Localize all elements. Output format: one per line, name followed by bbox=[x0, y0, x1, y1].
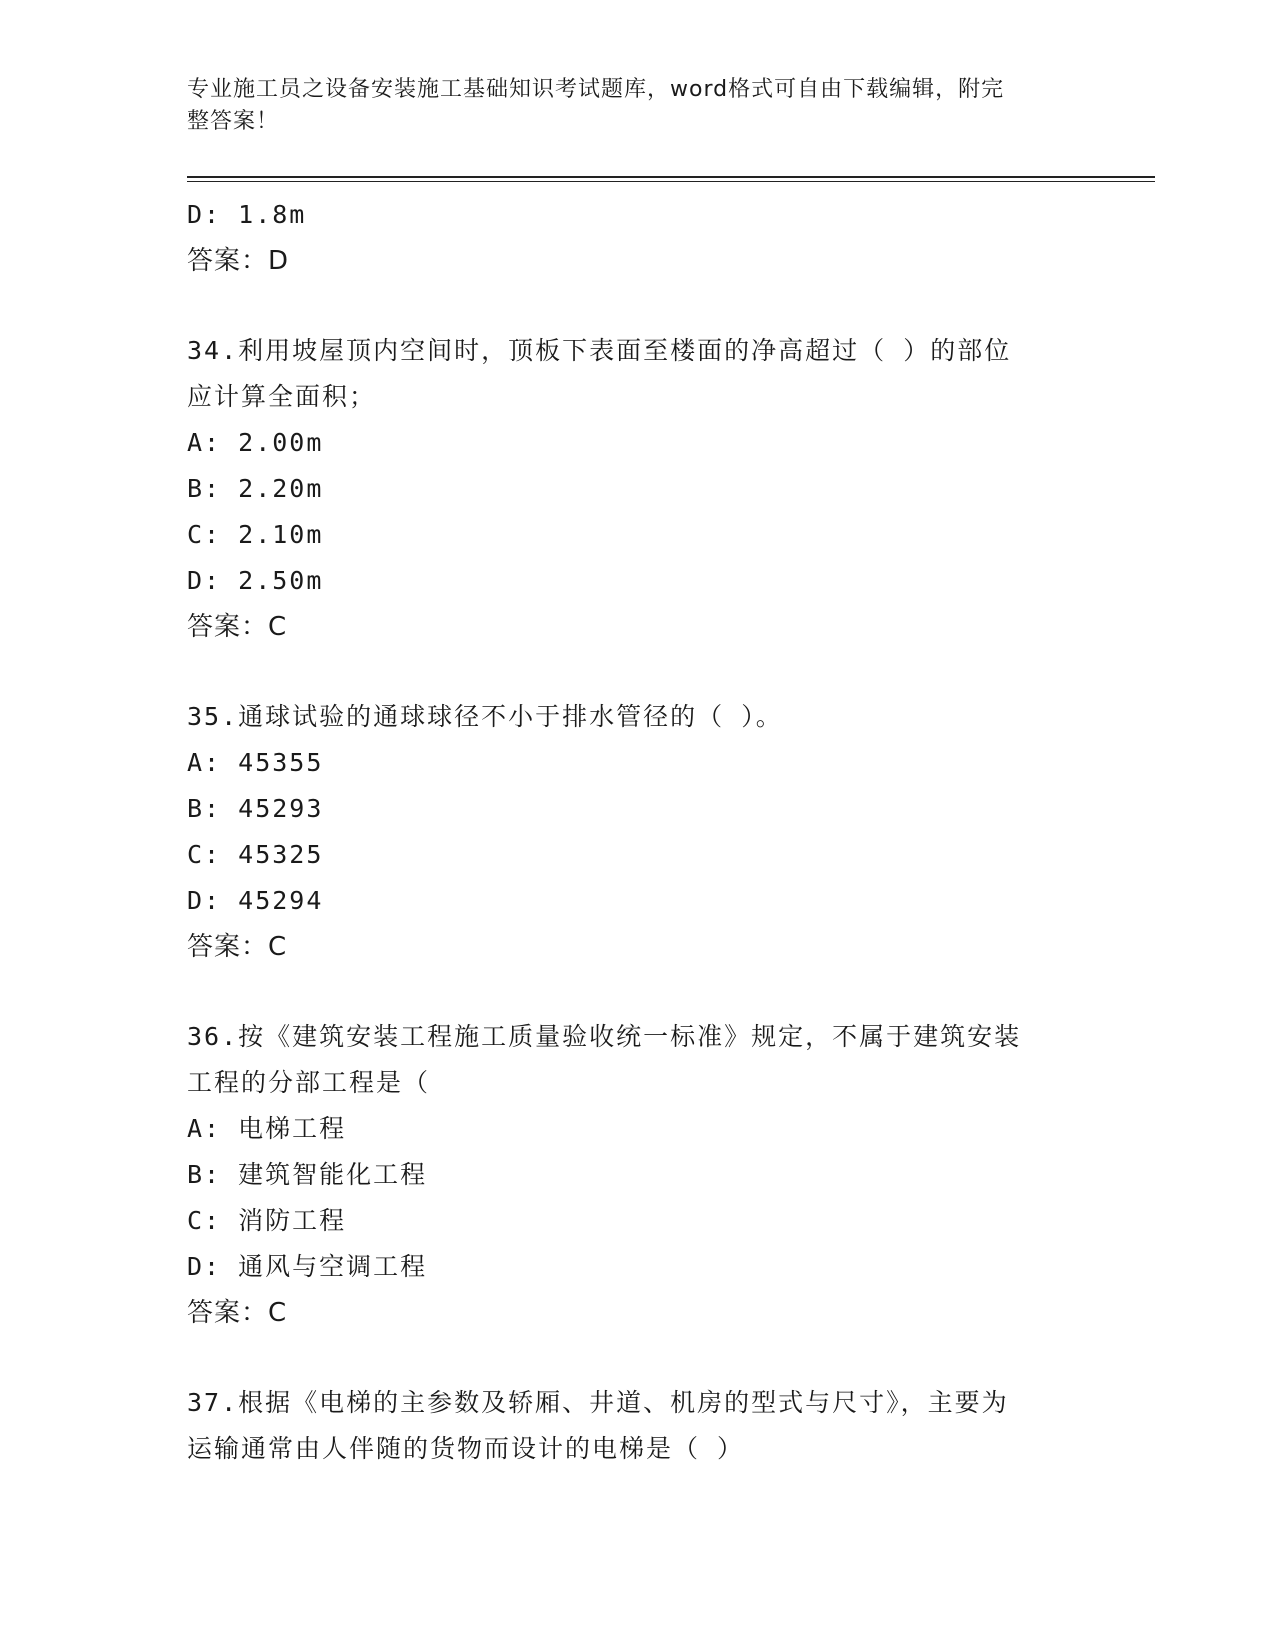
answer: 答案：C bbox=[187, 1298, 288, 1328]
answer: 答案：C bbox=[187, 612, 288, 642]
option-b: B: 2.20m bbox=[187, 474, 324, 503]
option-b: B: 45293 bbox=[187, 794, 324, 823]
document-body bbox=[187, 192, 1087, 1472]
question-stem: 36.按《建筑安装工程施工质量验收统一标准》规定，不属于建筑安装 bbox=[187, 1022, 1022, 1051]
option-d: D: 45294 bbox=[187, 886, 324, 915]
question-34 bbox=[187, 328, 1087, 650]
question-stem-continued: 工程的分部工程是（ bbox=[187, 1068, 431, 1097]
question-stem: 35.通球试验的通球球径不小于排水管径的（ ）。 bbox=[187, 702, 783, 731]
option-b: B: 建筑智能化工程 bbox=[187, 1160, 428, 1189]
header-divider-thick bbox=[187, 176, 1155, 178]
document-header bbox=[187, 74, 1067, 138]
header-line-1: 专业施工员之设备安装施工基础知识考试题库，word格式可自由下载编辑，附完 bbox=[187, 77, 1005, 102]
answer: 答案：C bbox=[187, 932, 288, 962]
option-c: C: 消防工程 bbox=[187, 1206, 347, 1235]
question-37 bbox=[187, 1380, 1087, 1472]
option-d: D: 1.8m bbox=[187, 200, 307, 229]
option-c: C: 2.10m bbox=[187, 520, 324, 549]
question-stem-continued: 应计算全面积； bbox=[187, 382, 377, 411]
question-33-tail bbox=[187, 192, 1087, 284]
question-stem: 34.利用坡屋顶内空间时，顶板下表面至楼面的净高超过（ ）的部位 bbox=[187, 336, 1012, 365]
option-c: C: 45325 bbox=[187, 840, 324, 869]
question-stem: 37.根据《电梯的主参数及轿厢、井道、机房的型式与尺寸》，主要为 bbox=[187, 1388, 1009, 1417]
question-stem-continued: 运输通常由人伴随的货物而设计的电梯是（ ） bbox=[187, 1434, 745, 1463]
header-divider-thin bbox=[187, 181, 1155, 182]
header-line-2: 整答案！ bbox=[187, 109, 280, 134]
question-35 bbox=[187, 694, 1087, 970]
answer: 答案：D bbox=[187, 246, 290, 276]
option-d: D: 通风与空调工程 bbox=[187, 1252, 428, 1281]
option-a: A: 2.00m bbox=[187, 428, 324, 457]
option-d: D: 2.50m bbox=[187, 566, 324, 595]
option-a: A: 45355 bbox=[187, 748, 324, 777]
option-a: A: 电梯工程 bbox=[187, 1114, 347, 1143]
question-36 bbox=[187, 1014, 1087, 1336]
